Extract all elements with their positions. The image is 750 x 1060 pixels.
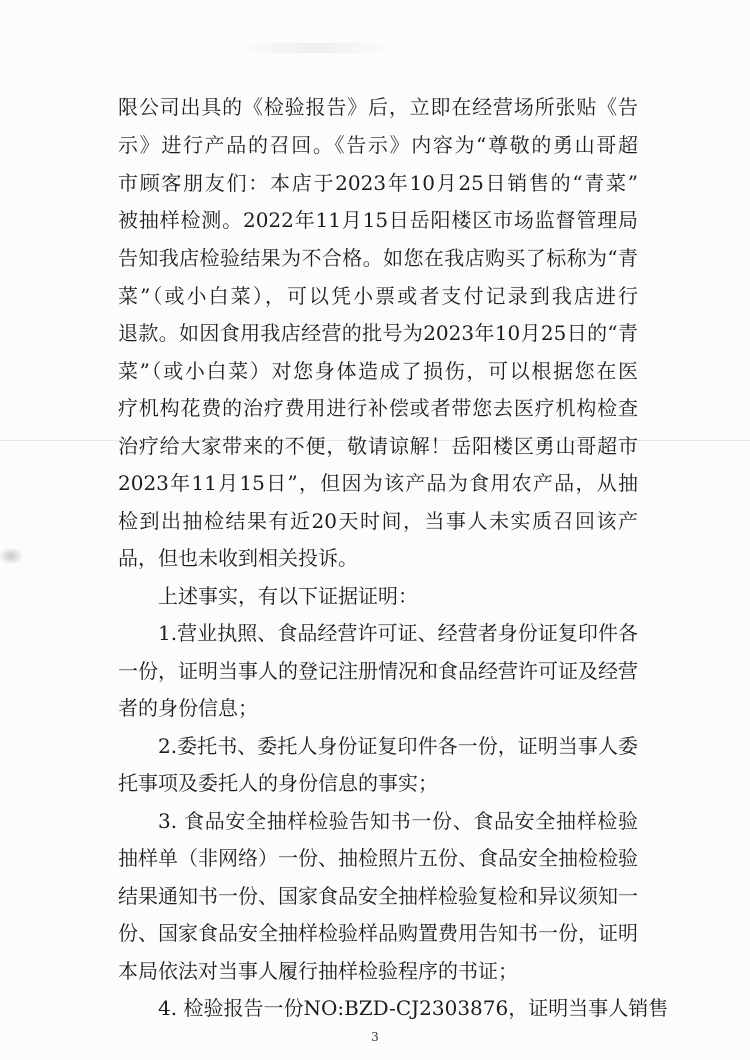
page-number: 3 xyxy=(371,1030,379,1044)
text-line: 品，但也未收到相关投诉。 xyxy=(118,546,358,570)
text-line: 检到出抽检结果有近20天时间，当事人未实质召回该产 xyxy=(118,509,638,533)
text-line: 限公司出具的《检验报告》后，立即在经营场所张贴《告 xyxy=(118,95,638,119)
text-line: 本局依法对当事人履行抽样检验程序的书证； xyxy=(118,959,518,983)
text-line: 结果通知书一份、国家食品安全抽样检验复检和异议须知一 xyxy=(118,884,638,908)
text-line: 菜”（或小白菜）对您身体造成了损伤，可以根据您在医 xyxy=(118,359,638,383)
text-line: 退款。如因食用我店经营的批号为2023年10月25日的“青 xyxy=(118,321,638,345)
text-line: 市顾客朋友们：本店于2023年10月25日销售的“青菜” xyxy=(118,171,638,195)
text-line: 一份，证明当事人的登记注册情况和食品经营许可证及经营 xyxy=(118,659,638,683)
text-line: 疗机构花费的治疗费用进行补偿或者带您去医疗机构检查 xyxy=(118,396,638,420)
text-line: 4. 检验报告一份NO:BZD-CJ2303876，证明当事人销售 xyxy=(158,996,669,1020)
text-line: 1.营业执照、食品经营许可证、经营者身份证复印件各 xyxy=(158,621,638,645)
text-line: 托事项及委托人的身份信息的事实； xyxy=(118,771,438,795)
text-line: 2.委托书、委托人身份证复印件各一份，证明当事人委 xyxy=(158,734,638,758)
text-line: 被抽样检测。2022年11月15日岳阳楼区市场监督管理局 xyxy=(118,208,638,232)
text-line: 2023年11月15日”，但因为该产品为食用农产品，从抽 xyxy=(118,471,638,495)
text-line: 者的身份信息； xyxy=(118,696,258,720)
text-line: 上述事实，有以下证据证明： xyxy=(158,584,418,608)
text-line: 3. 食品安全抽样检验告知书一份、食品安全抽样检验 xyxy=(158,809,638,833)
text-line: 示》进行产品的召回。《告示》内容为“尊敬的勇山哥超 xyxy=(118,133,638,157)
text-line: 告知我店检验结果为不合格。如您在我店购买了标称为“青 xyxy=(118,246,638,270)
text-line: 份、国家食品安全抽样检验样品购置费用告知书一份，证明 xyxy=(118,921,638,945)
text-line: 治疗给大家带来的不便，敬请谅解！岳阳楼区勇山哥超市 xyxy=(118,434,638,458)
scan-smudge xyxy=(0,548,22,564)
text-line: 抽样单（非网络）一份、抽检照片五份、食品安全抽检检验 xyxy=(118,846,638,870)
scan-artifact xyxy=(235,43,395,53)
text-line: 菜”（或小白菜），可以凭小票或者支付记录到我店进行 xyxy=(118,284,638,308)
